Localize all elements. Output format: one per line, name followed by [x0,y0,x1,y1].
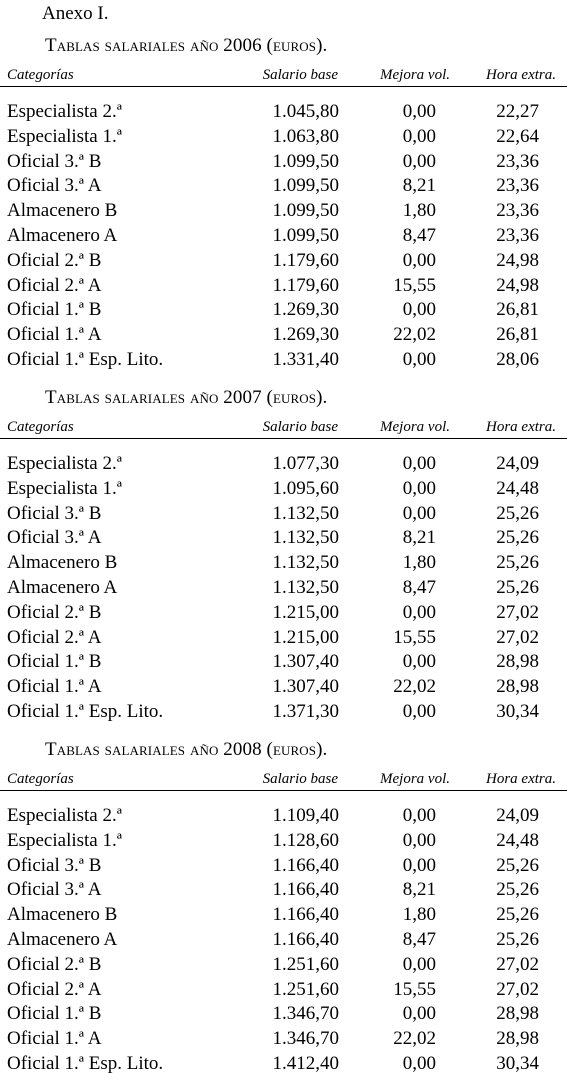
cell-salario-base: 1.346,70 [272,1028,339,1050]
cell-mejora-vol: 0,00 [402,453,436,474]
cell-salario-base: 1.132,50 [272,552,339,574]
cell-salario-base: 1.095,60 [272,477,339,499]
cell-categoria: Especialista 2.ª [7,805,122,826]
cell-categoria: Oficial 1.ª Esp. Lito. [7,348,164,370]
cell-mejora-vol: 0,00 [402,249,436,271]
table-row [0,298,567,323]
cell-categoria: Almacenero B [7,904,118,926]
cell-hora-extra: 24,98 [496,249,539,271]
table-row [0,174,567,199]
cell-salario-base: 1.099,50 [272,200,339,222]
cell-categoria: Oficial 2.ª B [7,249,102,271]
table-row [0,323,567,348]
header-categoria: Categorías [7,67,74,83]
table-row [0,1052,567,1077]
table-body [0,452,567,725]
cell-salario-base: 1.166,40 [272,928,339,950]
cell-categoria: Oficial 1.ª A [7,676,102,698]
cell-hora-extra: 23,36 [496,224,539,246]
cell-salario-base: 1.251,60 [272,953,339,975]
cell-salario-base: 1.166,40 [272,854,339,876]
cell-mejora-vol: 0,00 [402,502,436,524]
table-row [0,928,567,953]
cell-hora-extra: 30,34 [496,700,539,722]
cell-salario-base: 1.179,60 [272,249,339,271]
cell-salario-base: 1.128,60 [272,829,339,851]
table-row [0,452,567,477]
cell-categoria: Almacenero A [7,224,118,246]
cell-mejora-vol: 8,21 [402,527,436,549]
cell-categoria: Oficial 3.ª A [7,175,102,197]
header-salario-base: Salario base [262,419,338,435]
cell-salario-base: 1.215,00 [272,626,339,648]
cell-hora-extra: 24,48 [496,829,539,851]
cell-mejora-vol: 0,00 [402,125,436,147]
cell-hora-extra: 25,26 [496,502,539,524]
cell-categoria: Oficial 1.ª B [7,299,102,321]
cell-categoria: Especialista 2.ª [7,101,122,122]
cell-categoria: Oficial 3.ª B [7,854,102,876]
cell-hora-extra: 27,02 [496,626,539,648]
cell-salario-base: 1.251,60 [272,978,339,1000]
table-row [0,348,567,373]
table-row [0,1002,567,1027]
cell-salario-base: 1.077,30 [272,453,339,474]
table-header [0,768,567,791]
cell-categoria: Oficial 1.ª B [7,651,102,673]
table-row [0,224,567,249]
cell-categoria: Oficial 1.ª Esp. Lito. [7,700,164,722]
cell-mejora-vol: 8,47 [402,224,436,246]
cell-hora-extra: 25,26 [496,576,539,598]
cell-mejora-vol: 0,00 [402,700,436,722]
table-row [0,903,567,928]
table-row [0,804,567,829]
cell-mejora-vol: 15,55 [393,626,436,648]
table-row [0,576,567,601]
cell-mejora-vol: 22,02 [393,324,436,346]
header-hora-extra: Hora extra. [486,771,556,787]
cell-hora-extra: 25,26 [496,552,539,574]
table-row [0,551,567,576]
table-title: Tablas salariales año 2007 (euros). [45,387,328,408]
cell-hora-extra: 24,09 [496,453,539,474]
cell-mejora-vol: 0,00 [402,299,436,321]
cell-categoria: Oficial 1.ª A [7,324,102,346]
cell-salario-base: 1.331,40 [272,348,339,370]
cell-categoria: Oficial 2.ª B [7,601,102,623]
cell-salario-base: 1.412,40 [272,1052,339,1074]
table-row [0,953,567,978]
cell-salario-base: 1.132,50 [272,527,339,549]
table-row [0,700,567,725]
cell-salario-base: 1.215,00 [272,601,339,623]
table-body [0,804,567,1077]
cell-mejora-vol: 0,00 [402,854,436,876]
table-header [0,416,567,439]
cell-mejora-vol: 0,00 [402,101,436,122]
cell-hora-extra: 25,26 [496,854,539,876]
table-row [0,854,567,879]
table-row [0,477,567,502]
cell-hora-extra: 22,27 [496,101,539,122]
cell-mejora-vol: 8,21 [402,879,436,901]
cell-mejora-vol: 15,55 [393,978,436,1000]
cell-hora-extra: 27,02 [496,978,539,1000]
cell-mejora-vol: 0,00 [402,651,436,673]
cell-salario-base: 1.371,30 [272,700,339,722]
cell-mejora-vol: 22,02 [393,1028,436,1050]
cell-hora-extra: 23,36 [496,150,539,172]
cell-mejora-vol: 15,55 [393,274,436,296]
table-row [0,249,567,274]
cell-mejora-vol: 0,00 [402,1003,436,1025]
header-mejora-vol: Mejora vol. [380,67,450,83]
cell-hora-extra: 22,64 [496,125,539,147]
cell-mejora-vol: 0,00 [402,829,436,851]
cell-salario-base: 1.166,40 [272,904,339,926]
cell-categoria: Oficial 2.ª A [7,626,102,648]
cell-hora-extra: 28,06 [496,348,539,370]
cell-categoria: Oficial 2.ª A [7,274,102,296]
cell-categoria: Oficial 1.ª Esp. Lito. [7,1052,164,1074]
cell-categoria: Almacenero A [7,576,118,598]
cell-salario-base: 1.166,40 [272,879,339,901]
header-categoria: Categorías [7,771,74,787]
cell-salario-base: 1.269,30 [272,324,339,346]
cell-mejora-vol: 22,02 [393,676,436,698]
table-header [0,64,567,87]
cell-salario-base: 1.099,50 [272,224,339,246]
cell-mejora-vol: 8,47 [402,928,436,950]
cell-hora-extra: 24,98 [496,274,539,296]
cell-categoria: Especialista 1.ª [7,477,122,499]
cell-mejora-vol: 0,00 [402,1052,436,1074]
cell-mejora-vol: 8,21 [402,175,436,197]
table-row [0,626,567,651]
cell-salario-base: 1.307,40 [272,676,339,698]
cell-mejora-vol: 8,47 [402,576,436,598]
table-row [0,100,567,125]
table-row [0,829,567,854]
cell-hora-extra: 23,36 [496,200,539,222]
cell-categoria: Oficial 2.ª B [7,953,102,975]
cell-salario-base: 1.045,80 [272,101,339,122]
cell-categoria: Oficial 2.ª A [7,978,102,1000]
table-row [0,878,567,903]
cell-hora-extra: 26,81 [496,324,539,346]
table-title: Tablas salariales año 2008 (euros). [45,739,328,760]
cell-mejora-vol: 1,80 [402,904,436,926]
cell-salario-base: 1.346,70 [272,1003,339,1025]
cell-categoria: Almacenero A [7,928,118,950]
cell-mejora-vol: 0,00 [402,477,436,499]
cell-categoria: Oficial 3.ª A [7,879,102,901]
table-row [0,150,567,175]
cell-mejora-vol: 0,00 [402,953,436,975]
table-row [0,1027,567,1052]
cell-hora-extra: 27,02 [496,953,539,975]
cell-hora-extra: 27,02 [496,601,539,623]
cell-hora-extra: 28,98 [496,651,539,673]
header-mejora-vol: Mejora vol. [380,419,450,435]
cell-categoria: Especialista 1.ª [7,125,122,147]
header-mejora-vol: Mejora vol. [380,771,450,787]
cell-hora-extra: 24,09 [496,805,539,826]
header-hora-extra: Hora extra. [486,419,556,435]
cell-categoria: Almacenero B [7,200,118,222]
table-row [0,199,567,224]
cell-categoria: Oficial 3.ª A [7,527,102,549]
cell-hora-extra: 25,26 [496,904,539,926]
cell-salario-base: 1.132,50 [272,576,339,598]
cell-salario-base: 1.099,50 [272,150,339,172]
cell-categoria: Oficial 3.ª B [7,502,102,524]
cell-mejora-vol: 0,00 [402,348,436,370]
cell-categoria: Oficial 1.ª B [7,1003,102,1025]
table-row [0,526,567,551]
cell-hora-extra: 25,26 [496,527,539,549]
header-categoria: Categorías [7,419,74,435]
header-hora-extra: Hora extra. [486,67,556,83]
cell-mejora-vol: 1,80 [402,200,436,222]
cell-hora-extra: 25,26 [496,928,539,950]
cell-salario-base: 1.179,60 [272,274,339,296]
table-row [0,125,567,150]
cell-categoria: Especialista 1.ª [7,829,122,851]
cell-mejora-vol: 0,00 [402,601,436,623]
cell-mejora-vol: 0,00 [402,150,436,172]
table-title: Tablas salariales año 2006 (euros). [45,35,328,56]
cell-hora-extra: 28,98 [496,1028,539,1050]
table-row [0,675,567,700]
cell-salario-base: 1.109,40 [272,805,339,826]
cell-categoria: Oficial 3.ª B [7,150,102,172]
cell-hora-extra: 28,98 [496,1003,539,1025]
cell-categoria: Oficial 1.ª A [7,1028,102,1050]
table-row [0,601,567,626]
cell-hora-extra: 30,34 [496,1052,539,1074]
cell-salario-base: 1.063,80 [272,125,339,147]
cell-categoria: Almacenero B [7,552,118,574]
cell-hora-extra: 26,81 [496,299,539,321]
cell-salario-base: 1.132,50 [272,502,339,524]
table-row [0,274,567,299]
cell-salario-base: 1.099,50 [272,175,339,197]
table-row [0,502,567,527]
cell-mejora-vol: 1,80 [402,552,436,574]
cell-hora-extra: 28,98 [496,676,539,698]
cell-hora-extra: 23,36 [496,175,539,197]
cell-salario-base: 1.307,40 [272,651,339,673]
cell-categoria: Especialista 2.ª [7,453,122,474]
annex-title: Anexo I. [42,3,109,24]
cell-hora-extra: 25,26 [496,879,539,901]
table-body [0,100,567,373]
table-row [0,978,567,1003]
cell-salario-base: 1.269,30 [272,299,339,321]
cell-hora-extra: 24,48 [496,477,539,499]
header-salario-base: Salario base [262,771,338,787]
cell-mejora-vol: 0,00 [402,805,436,826]
header-salario-base: Salario base [262,67,338,83]
table-row [0,650,567,675]
